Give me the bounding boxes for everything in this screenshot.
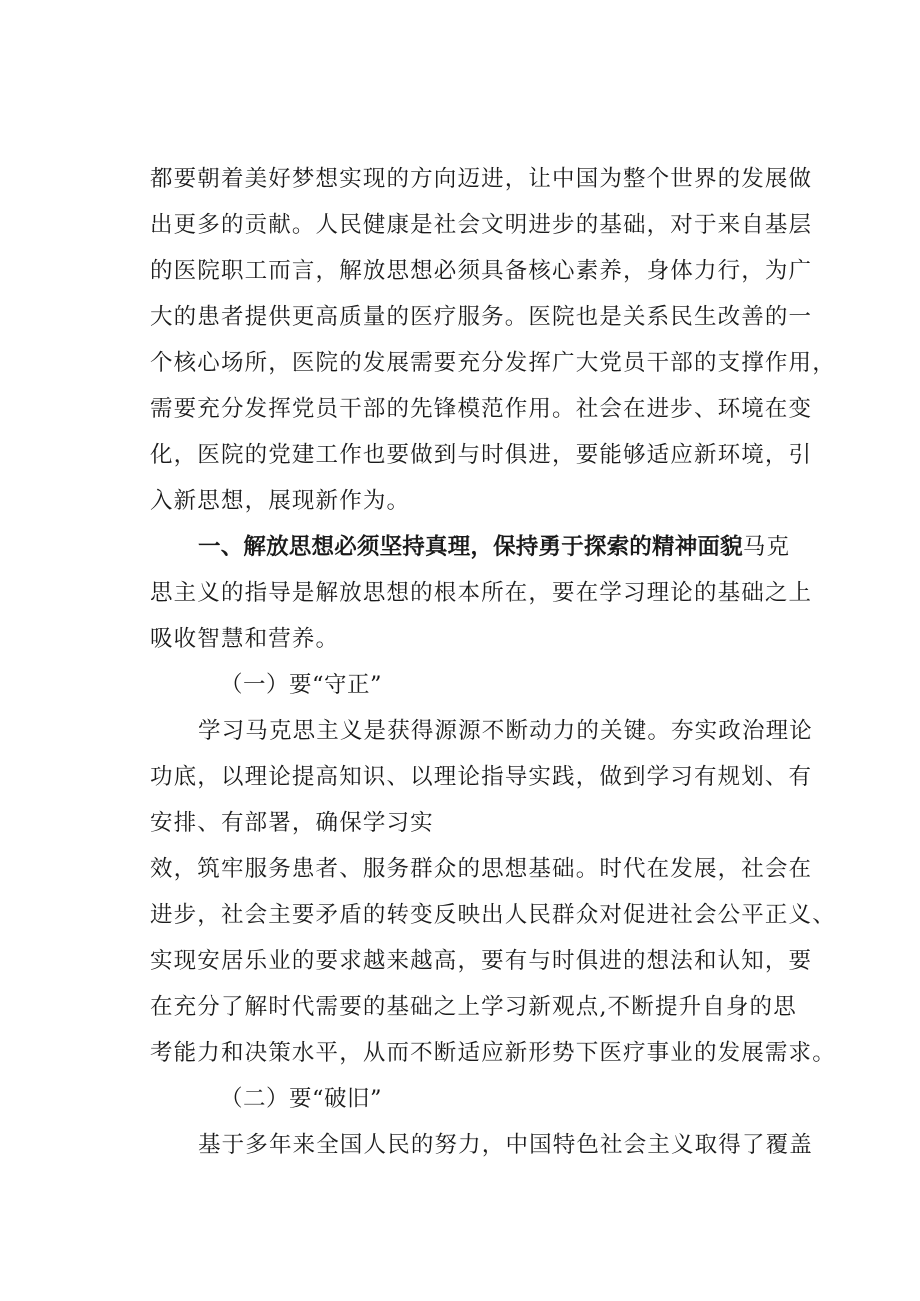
- paragraph-line: 个核心场所，医院的发展需要充分发挥广大党员干部的支撑作用，: [150, 350, 836, 376]
- subsection-title-2: （二）要“破旧”: [220, 1086, 383, 1112]
- paragraph-line: 基于多年来全国人民的努力，中国特色社会主义取得了覆盖: [198, 1132, 813, 1158]
- paragraph-line: 安排、有部署，确保学习实: [150, 810, 434, 836]
- paragraph-line: 实现安居乐业的要求越来越高，要有与时俱进的想法和认知，要: [150, 948, 813, 974]
- paragraph-line: 化，医院的党建工作也要做到与时俱进，要能够适应新环境，引: [150, 442, 813, 468]
- paragraph-line: 大的患者提供更高质量的医疗服务。医院也是关系民生改善的一: [150, 304, 813, 330]
- section-heading-line: [198, 532, 790, 562]
- paragraph-line: 都要朝着美好梦想实现的方向迈进，让中国为整个世界的发展做: [150, 166, 813, 192]
- subsection-title-1: （一）要“守正”: [220, 672, 383, 698]
- paragraph-line: 学习马克思主义是获得源源不断动力的关键。夯实政治理论: [198, 718, 813, 744]
- section-heading: 一、解放思想必须坚持真理，保持勇于探索的精神面貌: [198, 534, 743, 560]
- paragraph-line: 需要充分发挥党员干部的先锋模范作用。社会在进步、环境在变: [150, 396, 813, 422]
- paragraph-line: 吸收智慧和营养。: [150, 626, 340, 652]
- paragraph-line: 在充分了解时代需要的基础之上学习新观点,不断提升自身的思: [150, 994, 797, 1020]
- paragraph-line: 的医院职工而言，解放思想必须具备核心素养，身体力行，为广: [150, 258, 813, 284]
- paragraph-line: 入新思想，展现新作为。: [150, 488, 411, 514]
- section-heading-tail: 马克: [742, 534, 791, 560]
- paragraph-line: 思主义的指导是解放思想的根本所在，要在学习理论的基础之上: [150, 580, 813, 606]
- paragraph-line: 效，筑牢服务患者、服务群众的思想基础。时代在发展，社会在: [150, 856, 813, 882]
- paragraph-line: 功底，以理论提高知识、以理论指导实践，做到学习有规划、有: [150, 764, 813, 790]
- paragraph-line: 出更多的贡献。人民健康是社会文明进步的基础，对于来自基层: [150, 212, 813, 238]
- paragraph-line: 考能力和决策水平，从而不断适应新形势下医疗事业的发展需求。: [150, 1040, 836, 1066]
- paragraph-line: 进步，社会主要矛盾的转变反映出人民群众对促进社会公平正义、: [150, 902, 836, 928]
